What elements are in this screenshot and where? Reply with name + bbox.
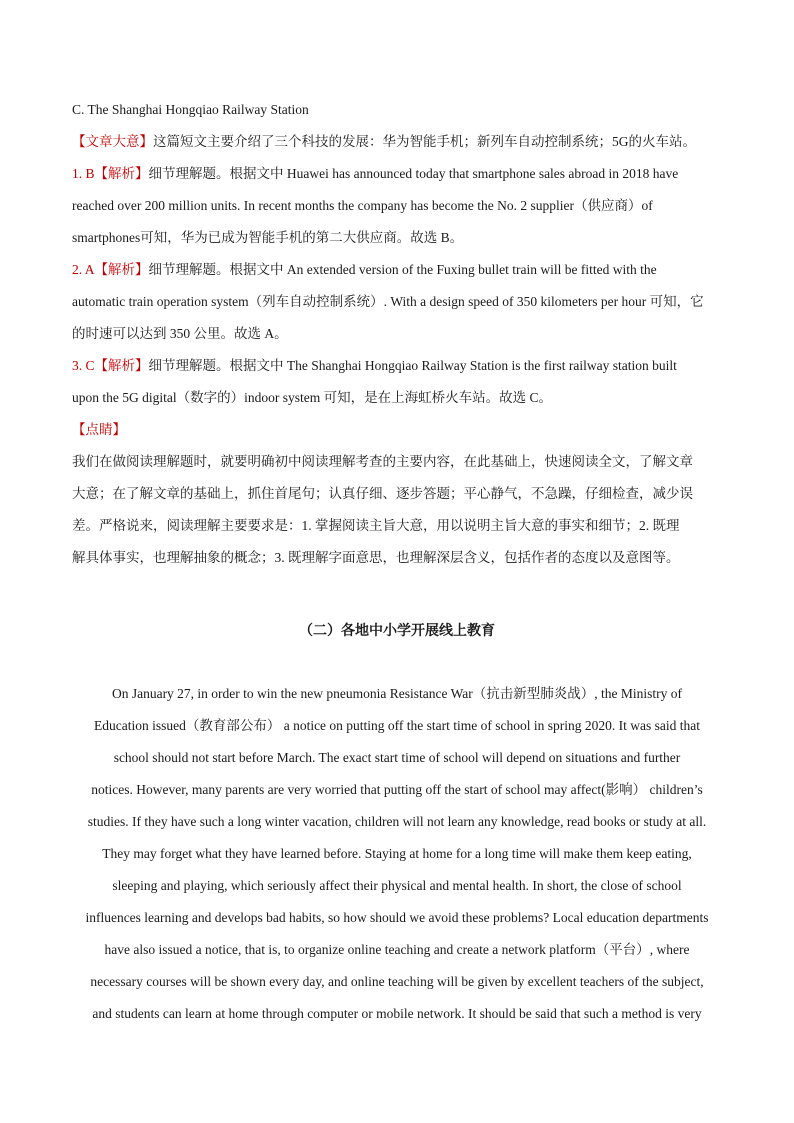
q2-line-3: 的时速可以达到 350 公里。故选 A。 (72, 326, 288, 341)
answer-c-option: C. The Shanghai Hongqiao Railway Station (72, 102, 309, 117)
q3-line-1 (72, 356, 677, 376)
passage-line: studies. If they have such a long winter vacation, children will not learn any knowledge, read books or study at all. (87, 814, 707, 829)
tip-line-3: 差。严格说来，阅读理解主要要求是：1. 掌握阅读主旨大意，用以说明主旨大意的事实和细节；2. 既理 (72, 518, 680, 533)
passage-line: notices. However, many parents are very worried that putting off the start of school may affect(影响） children’s (91, 782, 703, 797)
q3-text-1: 细节理解题。根据文中 The Shanghai Hongqiao Railway Station is the first railway station built (148, 358, 677, 373)
passage-line: On January 27, in order to win the new pneumonia Resistance War（抗击新型肺炎战）, the Ministry of (111, 686, 683, 701)
q2-prefix: 2. A【解析】 (72, 262, 149, 277)
q1-line-2: reached over 200 million units. In recent months the company has become the No. 2 supplier（供应商）of (72, 198, 653, 213)
q1-prefix: 1. B【解析】 (72, 166, 149, 181)
passage-line: influences learning and develops bad habits, so how should we avoid these problems? Local education departments (85, 910, 709, 925)
summary-text: 这篇短文主要介绍了三个科技的发展：华为智能手机；新列车自动控制系统；5G的火车站。 (153, 134, 696, 149)
q2-line-1 (72, 260, 657, 280)
q1-line-3: smartphones可知，华为已成为智能手机的第二大供应商。故选 B。 (72, 230, 464, 245)
passage-line: and students can learn at home through computer or mobile network. It should be said that such a method is very (92, 1006, 702, 1021)
section-title: （二）各地中小学开展线上教育 (299, 623, 495, 639)
tip-line-2: 大意；在了解文章的基础上，抓住首尾句；认真仔细、逐步答题；平心静气，不急躁，仔细检查，减少误 (72, 486, 693, 501)
q3-line-2: upon the 5G digital（数字的）indoor system 可知，是在上海虹桥火车站。故选 C。 (72, 390, 552, 405)
q1-line-1 (72, 164, 678, 184)
q2-text-1: 细节理解题。根据文中 An extended version of the Fuxing bullet train will be fitted with the (148, 262, 657, 277)
passage-line: Education issued（教育部公布） a notice on putting off the start time of school in spring 2020. It was said that (93, 718, 701, 733)
summary-line (72, 132, 696, 152)
passage-line: They may forget what they have learned before. Staying at home for a long time will make them keep eating, (102, 846, 692, 861)
tip-line-1: 我们在做阅读理解题时，就要明确初中阅读理解考查的主要内容，在此基础上，快速阅读全文，了解文章 (72, 454, 693, 469)
tip-label: 【点睛】 (72, 422, 126, 437)
passage-line: have also issued a notice, that is, to organize online teaching and create a network platform（平台）, where (104, 942, 690, 957)
tip-line-4: 解具体事实，也理解抽象的概念；3. 既理解字面意思，也理解深层含义，包括作者的态度以及意图等。 (72, 550, 680, 565)
q1-text-1: 细节理解题。根据文中 Huawei has announced today that smartphone sales abroad in 2018 have (148, 166, 679, 181)
q3-prefix: 3. C【解析】 (72, 358, 149, 373)
q2-line-2: automatic train operation system（列车自动控制系统）. With a design speed of 350 kilometers per hour 可知，它 (72, 294, 704, 309)
passage-line: sleeping and playing, which seriously affect their physical and mental health. In short, the close of school (112, 878, 682, 893)
passage-line: school should not start before March. The exact start time of school will depend on situations and further (113, 750, 681, 765)
passage-line: necessary courses will be shown every day, and online teaching will be given by excellent teachers of the subject, (90, 974, 704, 989)
summary-label: 【文章大意】 (72, 134, 153, 149)
